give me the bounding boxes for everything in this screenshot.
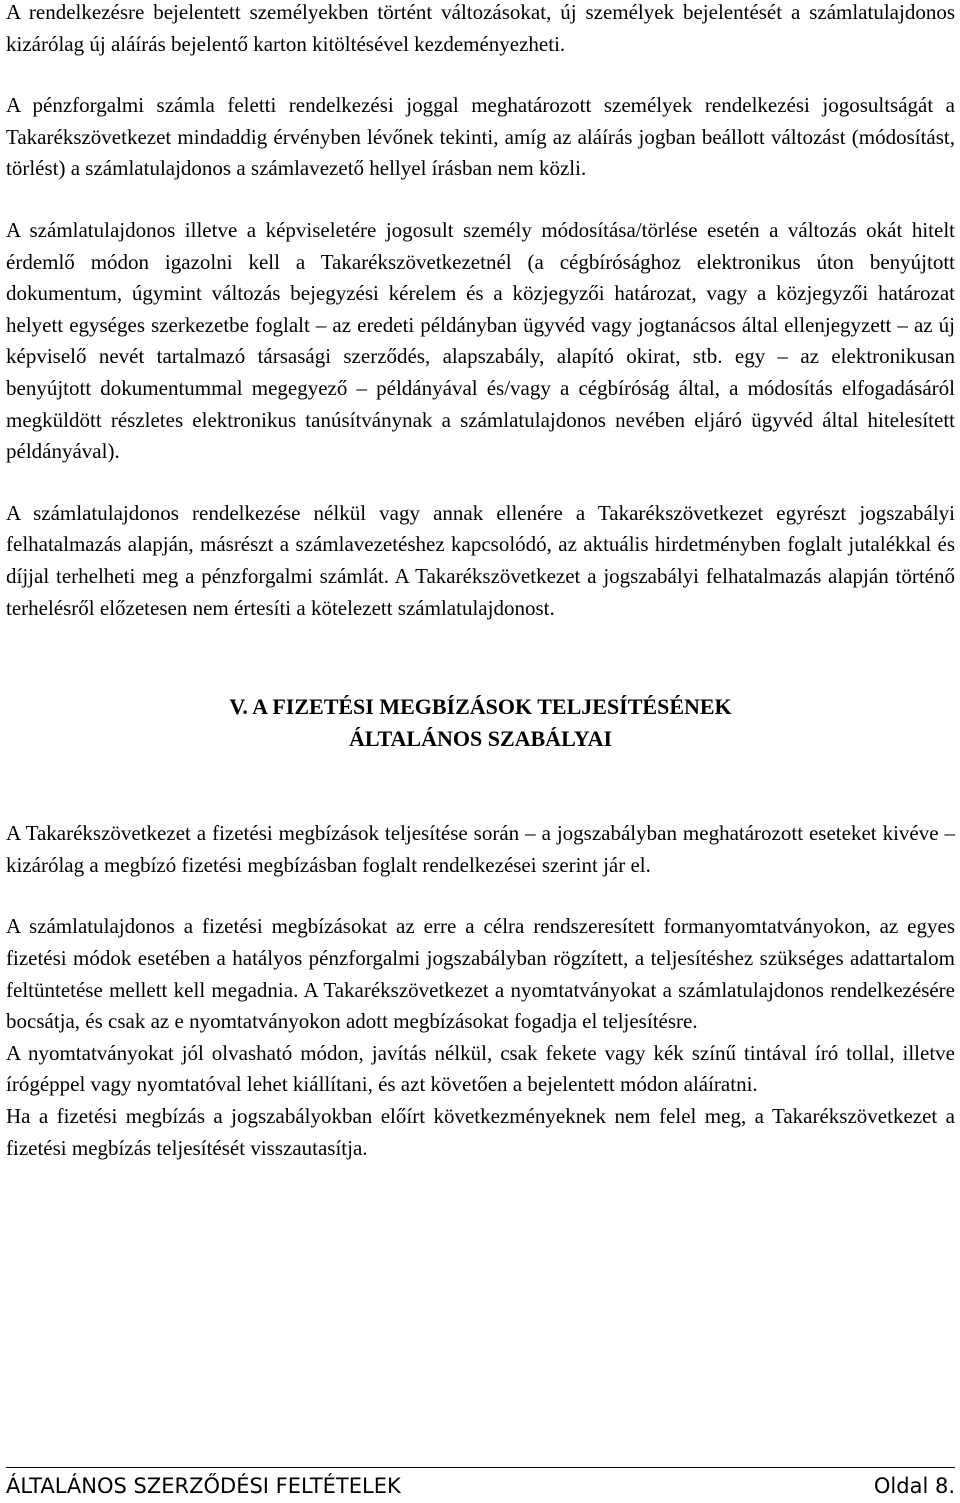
paragraph-forms: A számlatulajdonos a fizetési megbízásokat az erre a célra rendszeresített formanyomtatványokon, az egyes fizetési módok esetében a hatályos pénzforgalmi jogszabályban rögzített, a teljesítéshez szükséges adattartalom feltüntetése mellett kell megadnia. A Takarékszövetkezet a nyomtatványokat a számlatulajdonos rendelkezésére bocsátja, és csak az e nyomtatványokon adott megbízásokat fogadja el teljesítésre.	[6, 914, 955, 1034]
page-footer	[6, 1472, 955, 1503]
paragraph-account-charges: A számlatulajdonos rendelkezése nélkül vagy annak ellenére a Takarékszövetkezet egyrészt jogszabályi felhatalmazás alapján, másrészt a számlavezetéshez kapcsolódó, az aktuális hirdetményben foglalt jutalékkal és díjjal terhelheti meg a pénzforgalmi számlát. A Takarékszövetkezet a jogszabályi felhatalmazás alapján történő terhelésről előzetesen nem értesíti a kötelezett számlatulajdonost.	[6, 500, 955, 620]
footer-title: ÁLTALÁNOS SZERZŐDÉSI FELTÉTELEK	[6, 1474, 401, 1498]
section-heading	[6, 691, 955, 754]
paragraph-authorization-validity: A pénzforgalmi számla feletti rendelkezési joggal meghatározott személyek rendelkezési jogosultságát a Takarékszövetkezet mindaddig érvényben lévőnek tekinti, amíg az aláírás jogban beállott változást (módosítást, törlést) a számlatulajdonos a számlavezető hellyel írásban nem közli.	[6, 93, 955, 181]
page-body	[6, 0, 955, 1164]
paragraph-signature-change: A rendelkezésre bejelentett személyekben történt változásokat, új személyek bejelentését a számlatulajdonos kizárólag új aláírás bejelentő karton kitöltésével kezdeményezheti.	[6, 0, 955, 56]
paragraph-execution-rules: A Takarékszövetkezet a fizetési megbízások teljesítése során – a jogszabályban meghatározott eseteket kivéve – kizárólag a megbízó fizetési megbízásban foglalt rendelkezései szerint jár el.	[6, 821, 955, 877]
footer-divider	[6, 1467, 955, 1468]
paragraph-rejection: Ha a fizetési megbízás a jogszabályokban előírt következményeknek nem felel meg, a Takarékszövetkezet a fizetési megbízás teljesítését visszautasítja.	[6, 1104, 955, 1160]
section-heading-line-1: V. A FIZETÉSI MEGBÍZÁSOK TELJESÍTÉSÉNEK	[229, 694, 732, 720]
paragraph-form-filling: A nyomtatványokat jól olvasható módon, javítás nélkül, csak fekete vagy kék színű tintával író tollal, illetve írógéppel vagy nyomtatóval lehet kiállítani, és azt követően a bejelentett módon aláíratni.	[6, 1040, 955, 1097]
page-number: Oldal 8.	[873, 1474, 955, 1498]
section-heading-line-2: ÁLTALÁNOS SZABÁLYAI	[348, 725, 613, 751]
paragraph-representative-change: A számlatulajdonos illetve a képviseletére jogosult személy módosítása/törlése esetén a változás okát hitelt érdemlő módon igazolni kell a Takarékszövetkezetnél (a cégbírósághoz elektronikus úton benyújtott dokumentum, úgymint változás bejegyzési kérelem és a közjegyzői határozat, vagy a közjegyzői határozat helyett egységes szerkezetbe foglalt – az eredeti példányban ügyvéd vagy jogtanácsos által ellenjegyzett – az új képviselő nevét tartalmazó társasági szerződés, alapszabály, alapító okirat, stb. egy – az elektronikusan benyújtott dokumentummal megegyező – példányával és/vagy a cégbíróság által, a módosítás elfogadásáról megküldött részletes elektronikus tanúsítványnak a számlatulajdonos nevében eljáró ügyvéd által hitelesített példányával).	[6, 217, 955, 464]
